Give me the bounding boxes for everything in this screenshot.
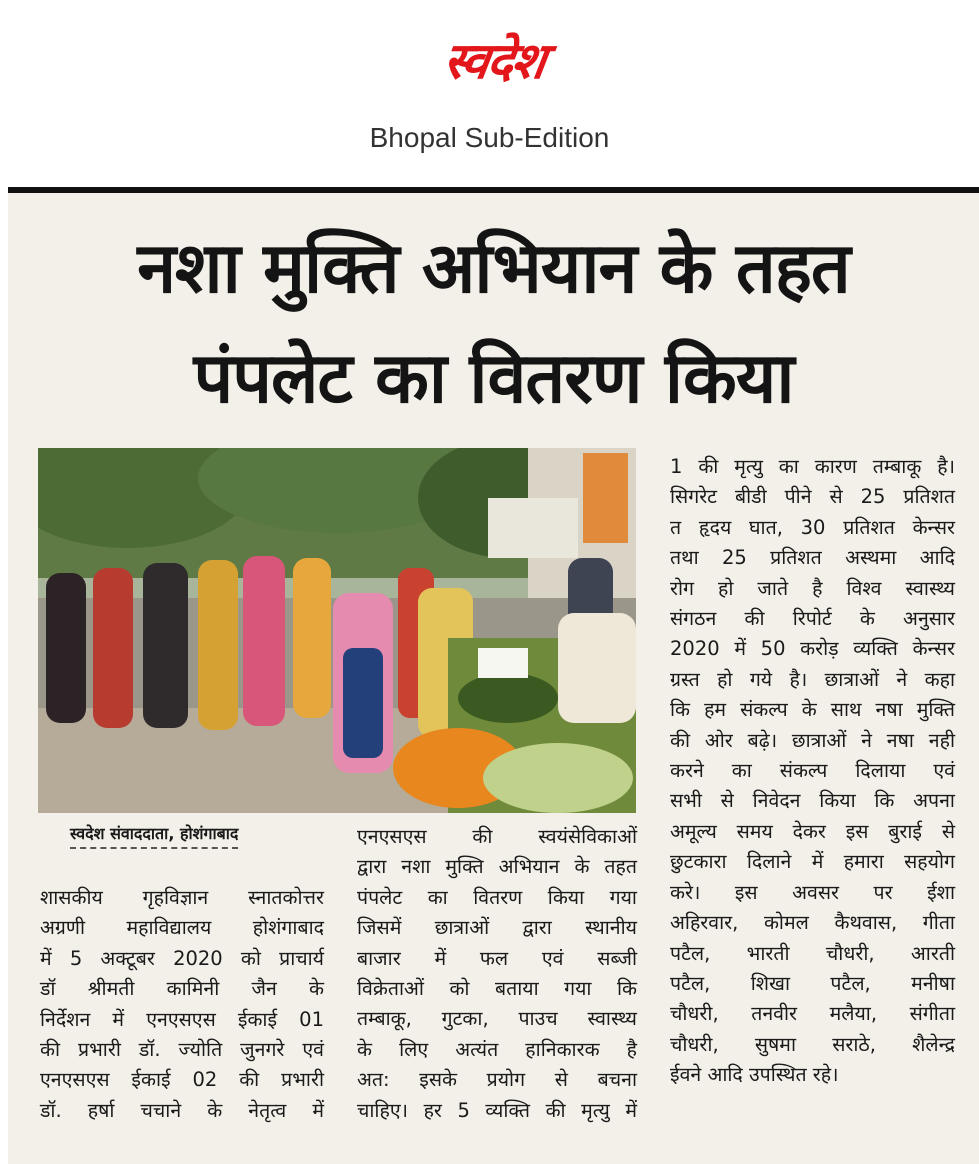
text-line: चौधरी, सुषमा सराठे, शैलेन्द्र: [670, 1032, 955, 1056]
text-line: अग्रणी महाविद्यालय होशंगाबाद: [40, 916, 324, 940]
text-line: द्वारा नशा मुक्ति अभियान के तहत: [357, 855, 637, 879]
masthead: [0, 0, 979, 190]
text-line: पटैल, भारती चौधरी, आरती: [670, 941, 955, 965]
text-line: 2020 में 50 करोड़ व्यक्ति केन्सर: [670, 637, 955, 661]
text-line: चाहिए। हर 5 व्यक्ति की मृत्यु में: [357, 1098, 637, 1122]
headline-line-2: पंपलेट का वितरण किया: [193, 337, 794, 419]
article-column-3: [670, 452, 955, 1091]
market-scene-illustration: [38, 448, 636, 813]
text-line: अत: इसके प्रयोग से बचना: [357, 1068, 637, 1092]
text-line: निर्देशन में एनएसएस ईकाई 01: [40, 1007, 324, 1031]
text-line: डॉ श्रीमती कामिनी जैन के: [40, 977, 324, 1001]
logo-text: स्वदेश: [440, 32, 548, 90]
text-line: चौधरी, तनवीर मलैया, संगीता: [670, 1002, 955, 1026]
text-line: ग्रस्त हो गये है। छात्राओं ने कहा: [670, 667, 955, 691]
text-line: ईवने आदि उपस्थित रहे।: [670, 1063, 839, 1087]
text-line: सिगरेट बीडी पीने से 25 प्रतिशत: [670, 485, 955, 509]
photo-byline: स्वदेश संवाददाता, होशंगाबाद: [70, 822, 238, 849]
headline-line-1: नशा मुक्ति अभियान के तहत: [137, 227, 850, 309]
text-line: अमूल्य समय देकर इस बुराई से: [670, 819, 955, 843]
text-line: पटैल, शिखा पटैल, मनीषा: [670, 971, 955, 995]
text-line: बाजार में फल एवं सब्जी: [357, 946, 637, 970]
text-line: जिसमें छात्राओं द्वारा स्थानीय: [357, 916, 637, 940]
text-line: त हृदय घात, 30 प्रतिशत केन्सर: [670, 515, 955, 539]
text-line: एनएसएस की स्वयंसेविकाओं: [357, 825, 637, 848]
article-column-1: [40, 883, 324, 1126]
swadesh-logo: [378, 28, 610, 94]
text-line: की ओर बढ़े। छात्राओं ने नषा नही: [670, 728, 955, 752]
text-line: कि हम संकल्प के साथ नषा मुक्ति: [670, 698, 955, 722]
text-line: पंपलेट का वितरण किया गया: [357, 885, 637, 909]
text-line: अहिरवार, कोमल कैथवास, गीता: [670, 911, 955, 935]
text-line: सभी से निवेदन किया कि अपना: [670, 789, 955, 813]
text-line: एनएसएस ईकाई 02 की प्रभारी: [40, 1068, 324, 1092]
text-line: शासकीय गृहविज्ञान स्नातकोत्तर: [40, 886, 324, 909]
text-line: तम्बाकू, गुटका, पाउच स्वास्थ्य: [357, 1007, 637, 1031]
article-column-2: [357, 822, 637, 1126]
text-line: विक्रेताओं को बताया गया कि: [357, 977, 637, 1001]
text-line: तथा 25 प्रतिशत अस्थमा आदि: [670, 546, 955, 570]
text-line: रोग हो जाते है विश्व स्वास्थ्य: [670, 576, 955, 600]
text-line: के लिए अत्यंत हानिकारक है: [357, 1037, 637, 1061]
text-line: डॉ. हर्षा चचाने के नेतृत्व में: [40, 1098, 324, 1122]
edition-label: Bhopal Sub-Edition: [369, 122, 610, 153]
text-line: करे। इस अवसर पर ईशा: [670, 880, 955, 904]
news-photo: [38, 448, 636, 813]
text-line: 1 की मृत्यु का कारण तम्बाकू है।: [670, 455, 955, 478]
text-line: की प्रभारी डॉ. ज्योति जुनगरे एवं: [40, 1038, 324, 1062]
text-line: छुटकारा दिलाने में हमारा सहयोग: [670, 850, 955, 874]
text-line: में 5 अक्टूबर 2020 को प्राचार्य: [40, 946, 324, 970]
text-line: संगठन की रिपोर्ट के अनुसार: [670, 607, 955, 631]
text-line: करने का संकल्प दिलाया एवं: [670, 759, 955, 783]
